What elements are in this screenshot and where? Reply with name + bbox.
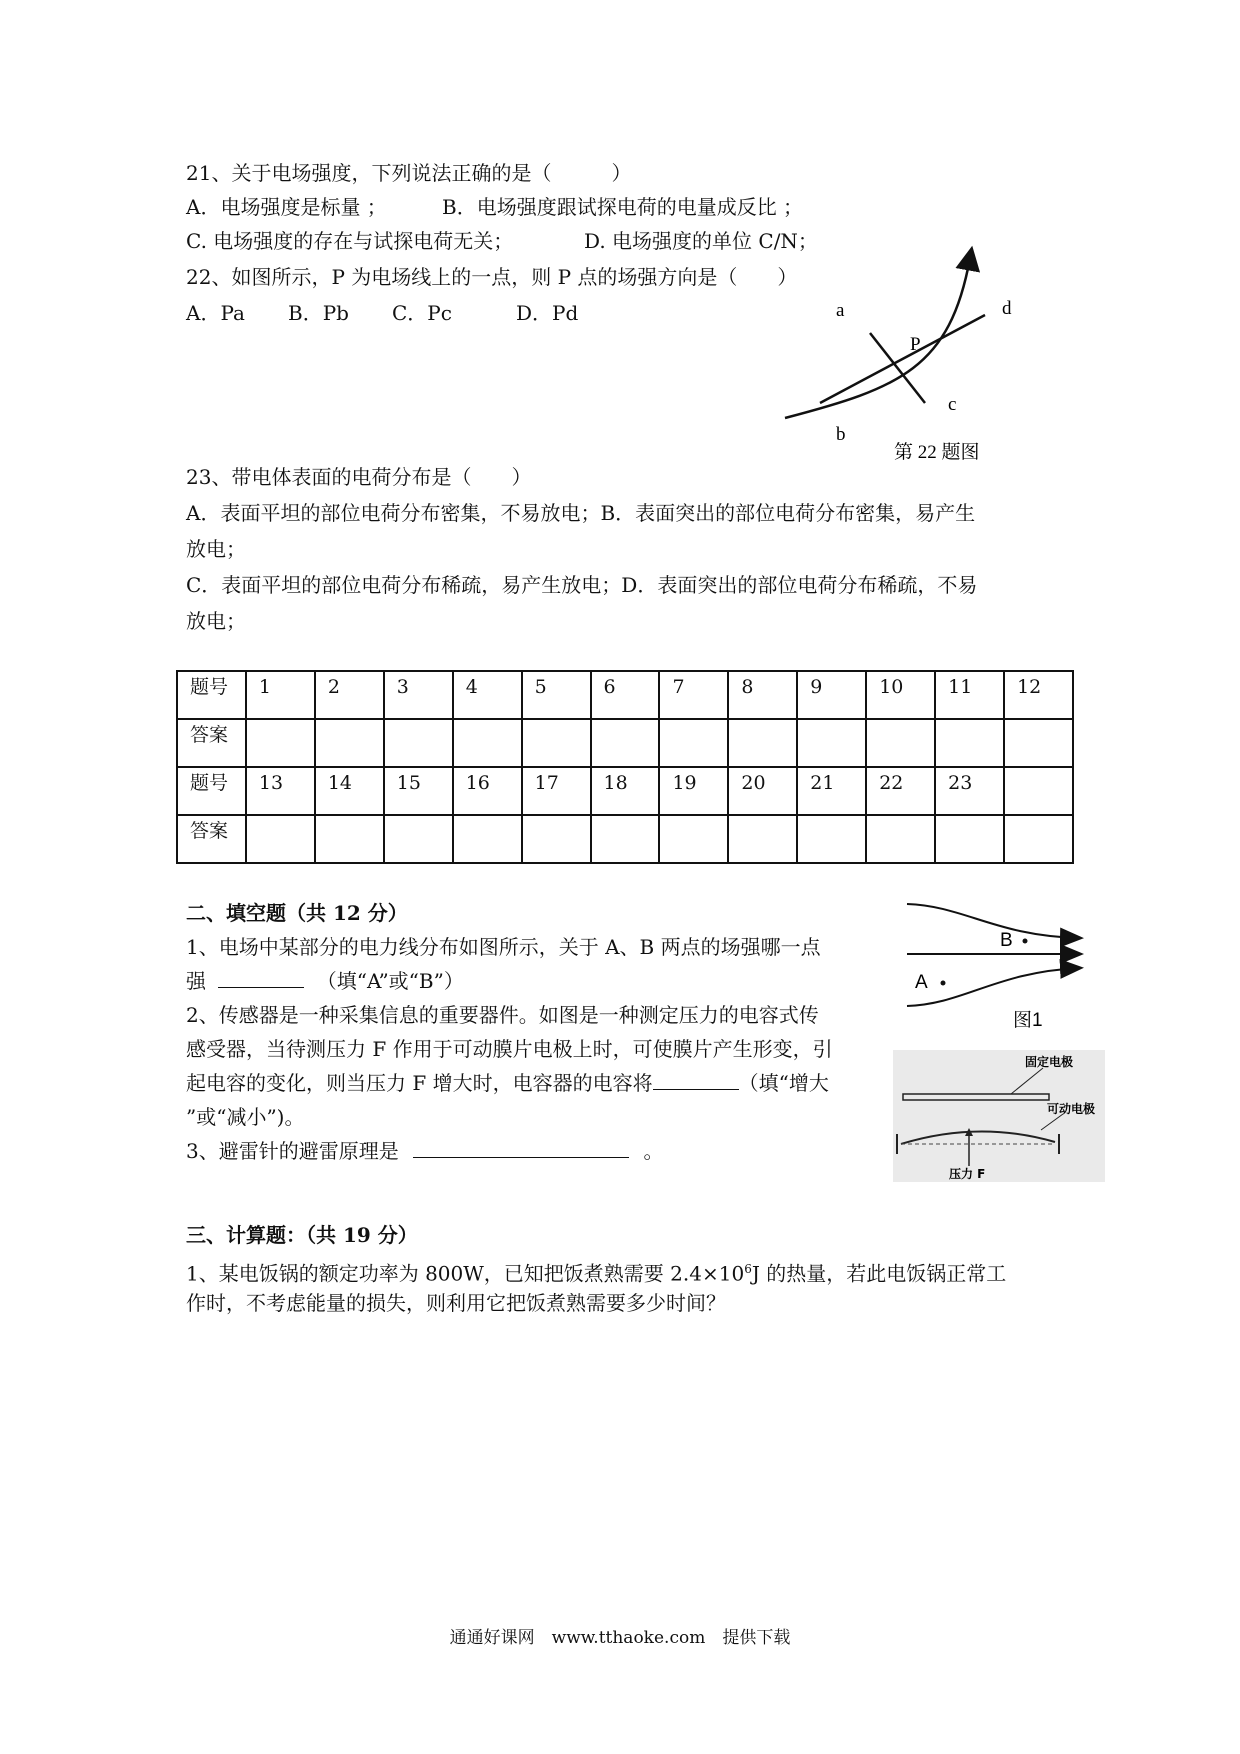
answer-cell[interactable]: [522, 719, 591, 767]
answer-cell[interactable]: [728, 815, 797, 863]
point-b: [1023, 939, 1028, 944]
num-cell: 13: [246, 767, 315, 815]
q22-stem: 22、如图所示，P 为电场线上的一点，则 P 点的场强方向是（ ）: [186, 265, 798, 289]
num-cell: 16: [453, 767, 522, 815]
q21-option-b: B．电场强度跟试探电荷的电量成反比 ；: [442, 195, 804, 219]
q23-line4: 放电；: [186, 609, 246, 633]
q23-line3: C．表面平坦的部位电荷分布稀疏，易产生放电；D．表面突出的部位电荷分布稀疏，不易: [186, 573, 978, 597]
num-cell: 21: [797, 767, 866, 815]
num-cell: 8: [728, 671, 797, 719]
s3-q1-line1: 1、某电饭锅的额定功率为 800W，已知把饭煮熟需要 $2.4\times 10^6J$ 的热量，若此电饭锅正常工: [186, 1261, 1007, 1286]
label-a: a: [836, 300, 845, 321]
num-cell: 11: [935, 671, 1004, 719]
section2-title: 二、填空题（共 12 分）: [186, 901, 408, 925]
label-a: A: [915, 972, 928, 993]
table-row: [177, 719, 1073, 767]
answer-cell[interactable]: [591, 815, 660, 863]
answer-cell[interactable]: [522, 815, 591, 863]
q21-stem: 21、关于电场强度，下列说法正确的是（ ）: [186, 161, 632, 185]
q21-option-c: C. 电场强度的存在与试探电荷无关；: [186, 229, 514, 253]
answer-cell[interactable]: [866, 719, 935, 767]
q23-line1: A．表面平坦的部位电荷分布密集，不易放电；B．表面突出的部位电荷分布密集，易产生: [186, 501, 976, 525]
num-cell: 17: [522, 767, 591, 815]
figure-caption: 第 22 题图: [894, 442, 980, 463]
num-cell: 15: [384, 767, 453, 815]
answer-cell[interactable]: [246, 815, 315, 863]
num-cell: 9: [797, 671, 866, 719]
table-row: [177, 671, 1073, 719]
answer-cell[interactable]: [315, 815, 384, 863]
num-cell: 18: [591, 767, 660, 815]
header-cell: 答案: [177, 815, 246, 863]
label-p: P: [910, 334, 921, 355]
q21-option-d: D. 电场强度的单位 C/N；: [584, 229, 818, 253]
label-c: c: [948, 394, 957, 415]
num-cell: 14: [315, 767, 384, 815]
num-cell: 5: [522, 671, 591, 719]
point-a: [941, 981, 946, 986]
table-row: [177, 767, 1073, 815]
s2-q2-line1: 2、传感器是一种采集信息的重要器件。如图是一种测定压力的电容式传: [186, 1003, 819, 1027]
answer-cell[interactable]: [728, 719, 797, 767]
s2-q2-line3: 起电容的变化，则当压力 F 增大时，电容器的电容将 （填“增大: [186, 1071, 829, 1095]
num-cell: 7: [659, 671, 728, 719]
blank-q2[interactable]: [653, 1069, 739, 1090]
s2-q1-line2: 强 （填“A”或“B”）: [186, 969, 464, 993]
q22-option-c: C．Pc: [392, 301, 452, 325]
answer-cell[interactable]: [315, 719, 384, 767]
table-row: [177, 815, 1073, 863]
field-line-bottom: [907, 968, 1080, 1006]
answer-cell[interactable]: [1004, 815, 1073, 863]
answer-cell[interactable]: [797, 719, 866, 767]
page-footer: 通通好课网 www.tthaoke.com 提供下载: [449, 1628, 791, 1648]
field-lines-figure: [905, 898, 1095, 1031]
s2-q3: 3、避雷针的避雷原理是 。: [186, 1139, 664, 1163]
fixed-electrode-label: 固定电极: [1025, 1055, 1074, 1069]
num-cell: 23: [935, 767, 1004, 815]
figure1-caption: 图1: [1013, 1010, 1043, 1031]
answer-cell[interactable]: [866, 815, 935, 863]
label-b: b: [836, 424, 846, 445]
blank-q1[interactable]: [218, 967, 304, 988]
q21-option-a: A．电场强度是标量 ；: [186, 195, 387, 219]
q22-option-a: A．Pa: [186, 301, 245, 325]
s2-q1-line1: 1、电场中某部分的电力线分布如图所示，关于 A、B 两点的场强哪一点: [186, 935, 821, 959]
answer-cell[interactable]: [797, 815, 866, 863]
s3-q1-line2: 作时，不考虑能量的损失，则利用它把饭煮熟需要多少时间？: [186, 1291, 726, 1315]
answer-cell[interactable]: [246, 719, 315, 767]
answer-cell[interactable]: [659, 815, 728, 863]
answer-cell[interactable]: [1004, 719, 1073, 767]
num-cell: 2: [315, 671, 384, 719]
s2-q2-line4: ”或“减小”)。: [186, 1105, 305, 1129]
section3-title: 三、计算题：（共 19 分）: [186, 1223, 418, 1247]
blank-q3[interactable]: [413, 1137, 629, 1158]
answer-cell[interactable]: [384, 815, 453, 863]
header-cell: 答案: [177, 719, 246, 767]
answer-cell[interactable]: [935, 719, 1004, 767]
answer-cell[interactable]: [453, 815, 522, 863]
num-cell: 10: [866, 671, 935, 719]
num-cell: 12: [1004, 671, 1073, 719]
q22-figure: [780, 258, 1040, 468]
pressure-sensor-figure: [893, 1050, 1105, 1182]
num-cell: 6: [591, 671, 660, 719]
force-label: 压力 F: [949, 1167, 986, 1181]
label-b: B: [1000, 930, 1013, 951]
header-cell: 题号: [177, 671, 246, 719]
num-cell: 1: [246, 671, 315, 719]
q22-option-b: B．Pb: [288, 301, 349, 325]
answer-table: [176, 670, 1074, 864]
s2-q2-line2: 感受器，当待测压力 F 作用于可动膜片电极上时，可使膜片产生形变，引: [186, 1037, 833, 1061]
line-pd: [820, 315, 985, 403]
answer-cell[interactable]: [591, 719, 660, 767]
num-cell: [1004, 767, 1073, 815]
q23-stem: 23、带电体表面的电荷分布是（ ）: [186, 465, 532, 489]
num-cell: 3: [384, 671, 453, 719]
answer-cell[interactable]: [935, 815, 1004, 863]
answer-cell[interactable]: [659, 719, 728, 767]
q22-option-d: D．Pd: [516, 301, 579, 325]
num-cell: 22: [866, 767, 935, 815]
num-cell: 20: [728, 767, 797, 815]
label-d: d: [1002, 298, 1012, 319]
answer-cell[interactable]: [384, 719, 453, 767]
q23-line2: 放电；: [186, 537, 246, 561]
num-cell: 19: [659, 767, 728, 815]
num-cell: 4: [453, 671, 522, 719]
header-cell: 题号: [177, 767, 246, 815]
answer-cell[interactable]: [453, 719, 522, 767]
field-line-top: [907, 904, 1080, 938]
movable-electrode-label: 可动电极: [1047, 1102, 1096, 1116]
